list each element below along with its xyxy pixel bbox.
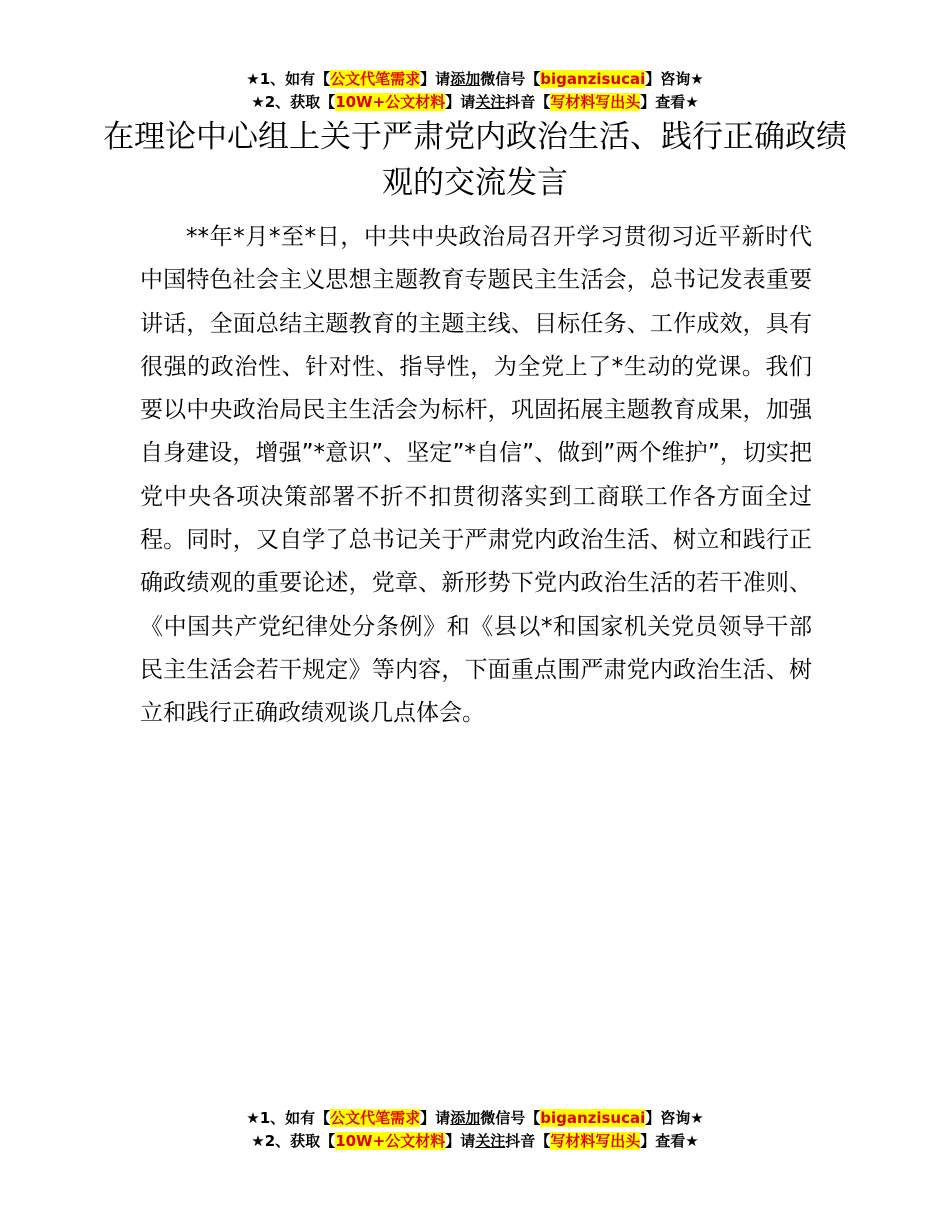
footer-banner xyxy=(0,1107,950,1153)
banner-text: 微信号【 xyxy=(480,70,541,88)
banner-highlight: biganzisucai xyxy=(540,1109,646,1127)
banner-line-2 xyxy=(0,91,950,114)
header-banner xyxy=(0,68,950,114)
banner-text: 抖音【 xyxy=(505,1132,551,1150)
banner-highlight: 公文代笔需求 xyxy=(330,70,421,88)
banner-text: ★1、如有【 xyxy=(246,70,331,88)
banner-highlight: 10W+公文材料 xyxy=(335,93,446,111)
document-title: 在理论中心组上关于严肃党内政治生活、践行正确政绩观的交流发言 xyxy=(103,119,847,201)
banner-text: 】咨询★ xyxy=(645,1109,704,1127)
banner-text: ★2、获取【 xyxy=(251,1132,336,1150)
banner-highlight: 10W+公文材料 xyxy=(335,1132,446,1150)
banner-line-1 xyxy=(0,1107,950,1130)
banner-underline: 添加 xyxy=(450,1109,481,1127)
banner-underline: 关注 xyxy=(475,1132,506,1150)
banner-text: 抖音【 xyxy=(505,93,551,111)
body-paragraph: **年*月*至*日，中共中央政治局召开学习贯彻习近平新时代中国特色社会主义思想主题教育专题民主生活会，总书记发表重要讲话，全面总结主题教育的主题主线、目标任务、工作成效，具有很强的政治性、针对性、指导性，为全党上了*生动的党课。我们要以中央政治局民主生活会为标杆，巩固拓展主题教育成果，加强自身建设，增强”*意识”、坚定”*自信”、做到”两个维护”，切实把党中央各项决策部署不折不扣贯彻落实到工商联工作各方面全过程。同时，又自学了总书记关于严肃党内政治生活、树立和践行正确政绩观的重要论述，党章、新形势下党内政治生活的若干准则、《中国共产党纪律处分条例》和《县以*和国家机关党员领导干部民主生活会若干规定》等内容，下面重点围严肃党内政治生活、树立和践行正确政绩观谈几点体会。 xyxy=(140,224,812,727)
banner-text: 】请 xyxy=(420,1109,451,1127)
banner-text: 】请 xyxy=(445,93,476,111)
banner-text: ★2、获取【 xyxy=(251,93,336,111)
banner-underline: 添加 xyxy=(450,70,481,88)
banner-text: 】请 xyxy=(420,70,451,88)
banner-underline: 关注 xyxy=(475,93,506,111)
banner-highlight: 公文代笔需求 xyxy=(330,1109,421,1127)
banner-text: 】查看★ xyxy=(640,1132,699,1150)
banner-text: ★1、如有【 xyxy=(246,1109,331,1127)
banner-text: 】请 xyxy=(445,1132,476,1150)
banner-line-1 xyxy=(0,68,950,91)
banner-text: 微信号【 xyxy=(480,1109,541,1127)
banner-line-2 xyxy=(0,1130,950,1153)
banner-highlight: 写材料写出头 xyxy=(550,93,641,111)
banner-highlight: biganzisucai xyxy=(540,70,646,88)
banner-text: 】查看★ xyxy=(640,93,699,111)
banner-text: 】咨询★ xyxy=(645,70,704,88)
banner-highlight: 写材料写出头 xyxy=(550,1132,641,1150)
